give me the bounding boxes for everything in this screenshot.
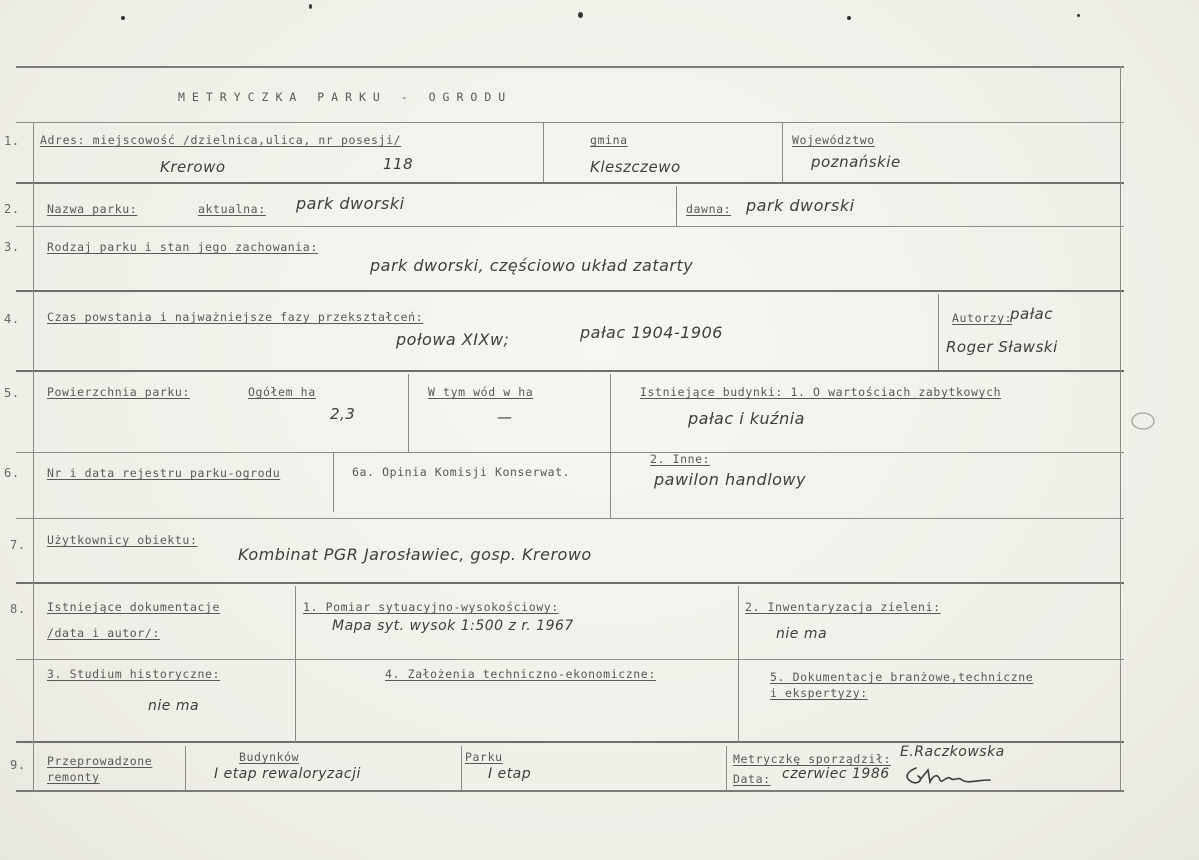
water-area-label: W tym wód w ha: [428, 385, 534, 399]
divider: [333, 452, 334, 512]
survey-label: 1. Pomiar sytuacyjno-wysokościowy:: [303, 600, 559, 614]
water-area-value: —: [497, 408, 513, 426]
conservation-opinion-label: 6a. Opinia Komisji Konserwat.: [352, 465, 571, 479]
rule: [16, 370, 1124, 372]
former-name-value: park dworski: [746, 196, 855, 215]
divider: [738, 586, 739, 742]
date-label: Data:: [733, 772, 771, 786]
authors-value-b: Roger Sławski: [946, 338, 1058, 356]
divider: [938, 294, 939, 370]
row-number: 9.: [10, 758, 26, 772]
rule: [16, 290, 1124, 292]
historical-study-value: nie ma: [148, 698, 200, 714]
history-phases-value-a: połowa XIXw;: [396, 330, 510, 349]
greenery-inventory-label: 2. Inwentaryzacja zieleni:: [745, 600, 941, 614]
register-label: Nr i data rejestru parku-ogrodu: [47, 466, 281, 480]
existing-buildings-label: Istniejące budynki: 1. O wartościach zabytkowych: [640, 385, 1002, 399]
divider: [726, 746, 727, 790]
prepared-by-label: Metryczkę sporządził:: [733, 752, 891, 766]
right-border: [1120, 66, 1121, 790]
rule: [16, 582, 1124, 584]
tech-econ-label: 4. Założenia techniczno-ekonomiczne:: [385, 667, 656, 681]
row-number: 6.: [4, 466, 20, 480]
rule-top: [16, 66, 1124, 68]
address-label: Adres: miejscowość /dzielnica,ulica, nr posesji/: [40, 133, 402, 147]
survey-value: Mapa syt. wysok 1:500 z r. 1967: [332, 618, 574, 634]
area-total-label: Ogółem ha: [248, 385, 316, 399]
prepared-by-value: E.Raczkowska: [900, 744, 1005, 760]
renovations-buildings-label: Budynków: [239, 750, 300, 764]
gmina-label: gmina: [590, 133, 628, 147]
area-label: Powierzchnia parku:: [47, 385, 190, 399]
row-number: 8.: [10, 602, 26, 616]
rule: [16, 518, 1124, 519]
number-column-divider: [33, 122, 34, 790]
park-type-value: park dworski, częściowo układ zatarty: [370, 256, 694, 275]
row-number: 3.: [4, 240, 20, 254]
historical-study-label: 3. Studium historyczne:: [47, 667, 221, 681]
users-label: Użytkownicy obiektu:: [47, 533, 198, 547]
rule: [16, 659, 1124, 660]
other-buildings-label: 2. Inne:: [650, 452, 711, 466]
rule: [16, 452, 1124, 453]
renovations-park-label: Parku: [465, 750, 503, 764]
voivodeship-value: poznańskie: [811, 153, 901, 171]
divider: [543, 122, 544, 182]
signature-image: [898, 764, 994, 790]
divider: [461, 746, 462, 790]
row-number: 1.: [4, 134, 20, 148]
divider: [676, 186, 677, 226]
park-name-label: Nazwa parku:: [47, 202, 138, 216]
renovations-label: Przeprowadzone: [47, 754, 153, 768]
authors-label: Autorzy:: [952, 311, 1013, 325]
gmina-value: Kleszczewo: [590, 158, 681, 176]
history-phases-value-b: pałac 1904-1906: [580, 323, 723, 342]
divider: [782, 122, 783, 182]
renovations-buildings-value: I etap rewaloryzacji: [214, 766, 361, 782]
address-house-number: 118: [383, 155, 414, 173]
form-title: METRYCZKA PARKU - OGRODU: [178, 90, 513, 104]
users-value: Kombinat PGR Jarosławiec, gosp. Krerowo: [238, 545, 592, 564]
branch-docs-sublabel: i ekspertyzy:: [770, 686, 868, 700]
rule-bottom: [16, 790, 1124, 792]
park-type-label: Rodzaj parku i stan jego zachowania:: [47, 240, 318, 254]
scan-speck: [847, 16, 851, 20]
divider: [295, 586, 296, 742]
voivodeship-label: Województwo: [792, 133, 875, 147]
rule: [16, 122, 1124, 123]
other-buildings-value: pawilon handlowy: [654, 470, 806, 489]
branch-docs-label: 5. Dokumentacje branżowe,techniczne: [770, 670, 1034, 684]
former-name-label: dawna:: [686, 202, 732, 216]
scan-speck: [309, 4, 312, 9]
address-place: Krerowo: [160, 158, 226, 176]
existing-docs-label: Istniejące dokumentacje: [47, 600, 221, 614]
scan-speck: [1077, 14, 1080, 17]
scan-speck: [578, 12, 583, 18]
rule: [16, 182, 1124, 184]
existing-docs-sublabel: /data i autor/:: [47, 626, 160, 640]
row-number: 2.: [4, 202, 20, 216]
history-phases-label: Czas powstania i najważniejsze fazy przekształceń:: [47, 310, 424, 324]
renovations-park-value: I etap: [488, 766, 532, 782]
divider: [610, 374, 611, 518]
area-total-value: 2,3: [330, 405, 356, 423]
margin-mark-icon: [1128, 410, 1158, 432]
divider: [408, 374, 409, 452]
rule: [16, 741, 1124, 743]
existing-buildings-value: pałac i kuźnia: [688, 409, 805, 428]
row-number: 5.: [4, 386, 20, 400]
row-number: 4.: [4, 312, 20, 326]
current-name-value: park dworski: [296, 194, 405, 213]
current-name-label: aktualna:: [198, 202, 266, 216]
renovations-sublabel: remonty: [47, 770, 100, 784]
authors-value-a: pałac: [1010, 305, 1053, 323]
scan-speck: [121, 16, 125, 20]
date-value: czerwiec 1986: [782, 766, 890, 782]
row-number: 7.: [10, 538, 26, 552]
greenery-inventory-value: nie ma: [776, 626, 828, 642]
rule: [16, 226, 1124, 227]
divider: [185, 746, 186, 790]
